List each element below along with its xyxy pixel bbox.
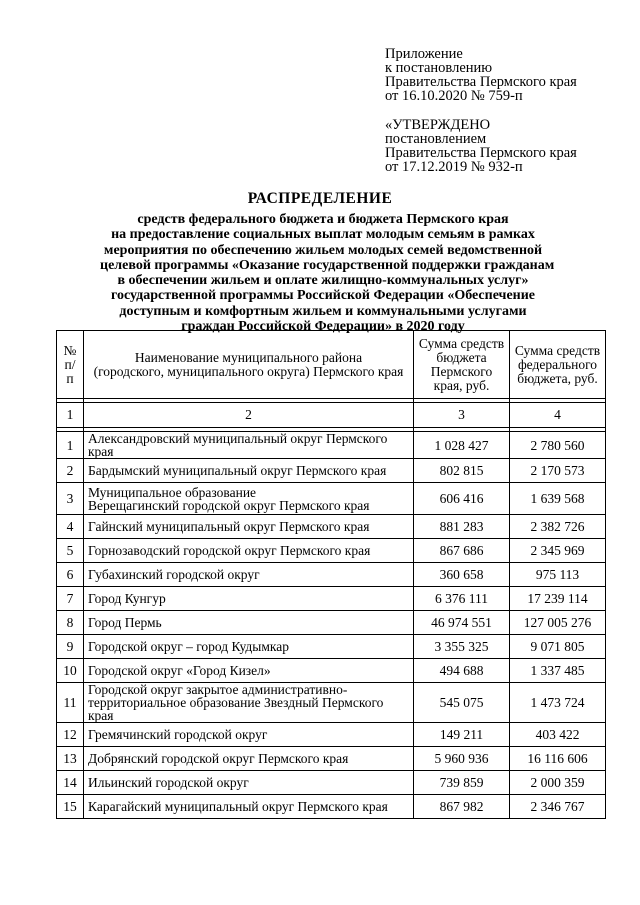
column-number: 3 (414, 403, 510, 428)
table-row (57, 635, 606, 659)
header-number (57, 331, 84, 399)
row-number: 8 (57, 611, 84, 635)
subtitle-line: целевой программы «Оказание государственной поддержки гражданам (100, 257, 555, 273)
federal-budget-amount: 403 422 (510, 723, 606, 747)
municipality-name (84, 515, 414, 539)
municipality-name-line: Карагайский муниципальный округ Пермского края (88, 799, 388, 814)
municipality-name-line: Добрянский городской округ Пермского края (88, 751, 349, 766)
approval-note (385, 118, 577, 174)
municipality-name (84, 659, 414, 683)
municipality-name-line: Бардымский муниципальный округ Пермского края (88, 463, 387, 478)
regional-budget-amount: 606 416 (414, 483, 510, 515)
header-line: № (63, 342, 77, 358)
regional-budget-amount: 360 658 (414, 563, 510, 587)
row-number: 3 (57, 483, 84, 515)
row-number: 4 (57, 515, 84, 539)
federal-budget-amount: 9 071 805 (510, 635, 606, 659)
regional-budget-amount: 1 028 427 (414, 432, 510, 459)
approval-line: «УТВЕРЖДЕНО (385, 117, 491, 133)
appendix-line: Приложение (385, 46, 463, 62)
municipality-name (84, 432, 414, 459)
regional-budget-amount: 494 688 (414, 659, 510, 683)
document-subtitle (100, 212, 555, 335)
municipality-name-line: Город Кунгур (88, 591, 166, 606)
municipality-name-line: Горнозаводский городской округ Пермского края (88, 543, 371, 558)
document-title: РАСПРЕДЕЛЕНИЕ (247, 190, 393, 207)
regional-budget-amount: 545 075 (414, 683, 510, 723)
appendix-line: Правительства Пермского края (385, 74, 577, 90)
regional-budget-amount: 6 376 111 (414, 587, 510, 611)
regional-budget-amount: 149 211 (414, 723, 510, 747)
table-row (57, 683, 606, 723)
header-federal-budget (510, 331, 606, 399)
municipality-name-line: Город Пермь (88, 615, 162, 630)
table-row (57, 539, 606, 563)
municipality-name-line: Гремячинский городской округ (88, 727, 268, 742)
federal-budget-amount: 2 000 359 (510, 771, 606, 795)
distribution-table (56, 330, 606, 819)
regional-budget-amount: 881 283 (414, 515, 510, 539)
federal-budget-amount: 1 473 724 (510, 683, 606, 723)
municipality-name-line: Верещагинский городской округ Пермского края (88, 497, 370, 513)
column-number: 1 (57, 403, 84, 428)
row-number: 7 (57, 587, 84, 611)
municipality-name (84, 683, 414, 723)
regional-budget-amount: 867 982 (414, 795, 510, 819)
subtitle-line: на предоставление социальных выплат молодым семьям в рамках (111, 227, 535, 243)
federal-budget-amount: 2 170 573 (510, 459, 606, 483)
federal-budget-amount: 16 116 606 (510, 747, 606, 771)
municipality-name-line: Ильинский городской округ (88, 775, 249, 790)
municipality-name (84, 635, 414, 659)
table-row (57, 587, 606, 611)
row-number: 12 (57, 723, 84, 747)
header-line: федерального (517, 356, 598, 372)
appendix-line: к постановлению (385, 60, 493, 76)
municipality-name (84, 459, 414, 483)
municipality-name (84, 747, 414, 771)
table-row (57, 723, 606, 747)
table-row (57, 483, 606, 515)
municipality-name-line: Городской округ «Город Кизел» (88, 663, 271, 678)
subtitle-line: доступным и комфортным жильем и коммунальными услугами (119, 303, 527, 319)
header-line: Наименование муниципального района (134, 349, 363, 365)
regional-budget-amount: 3 355 325 (414, 635, 510, 659)
regional-budget-amount: 802 815 (414, 459, 510, 483)
municipality-name-line: территориальное образование Звездный Пермского края (88, 695, 384, 723)
row-number: 9 (57, 635, 84, 659)
federal-budget-amount: 1 337 485 (510, 659, 606, 683)
row-number: 1 (57, 432, 84, 459)
municipality-name-line: Городской округ закрытое административно- (88, 682, 348, 697)
table-row (57, 459, 606, 483)
subtitle-line: граждан Российской Федерации» в 2020 году (181, 319, 465, 335)
federal-budget-amount: 127 005 276 (510, 611, 606, 635)
table-row (57, 563, 606, 587)
federal-budget-amount: 17 239 114 (510, 587, 606, 611)
approval-line: Правительства Пермского края (385, 145, 577, 161)
header-line: Пермского (430, 363, 493, 379)
municipality-name (84, 563, 414, 587)
subtitle-line: мероприятия по обеспечению жильем молодых семей ведомственной (103, 242, 543, 258)
header-line: Сумма средств (418, 335, 505, 351)
table-body (57, 432, 606, 819)
municipality-name-line: Губахинский городской округ (88, 567, 260, 582)
table-row (57, 659, 606, 683)
header-regional-budget (414, 331, 510, 399)
federal-budget-amount: 2 346 767 (510, 795, 606, 819)
appendix-line: от 16.10.2020 № 759-п (385, 88, 523, 104)
table-row (57, 432, 606, 459)
approval-line: от 17.12.2019 № 932-п (385, 159, 523, 175)
row-number: 5 (57, 539, 84, 563)
header-line: Сумма средств (514, 342, 601, 358)
table-row (57, 771, 606, 795)
municipality-name (84, 771, 414, 795)
header-line: бюджета (436, 349, 487, 365)
appendix-note (385, 47, 577, 103)
header-line: п/п (64, 356, 76, 386)
table-row (57, 611, 606, 635)
subtitle-line: средств федерального бюджета и бюджета Пермского края (137, 212, 509, 227)
header-line: края, руб. (433, 377, 490, 393)
municipality-name-line: Муниципальное образование (88, 484, 257, 500)
subtitle-line: в обеспечении жильем и оплате жилищно-коммунальных услуг» (117, 273, 529, 289)
approval-line: постановлением (385, 131, 487, 147)
column-number: 2 (84, 403, 414, 428)
row-number: 2 (57, 459, 84, 483)
table-row (57, 795, 606, 819)
row-number: 10 (57, 659, 84, 683)
subtitle-line: государственной программы Российской Федерации «Обеспечение (110, 288, 536, 304)
municipality-name (84, 723, 414, 747)
header-line: бюджета, руб. (517, 370, 598, 386)
table-row (57, 515, 606, 539)
federal-budget-amount: 2 382 726 (510, 515, 606, 539)
column-number: 4 (510, 403, 606, 428)
federal-budget-amount: 975 113 (510, 563, 606, 587)
row-number: 11 (57, 683, 84, 723)
column-number-row (57, 403, 606, 428)
municipality-name (84, 587, 414, 611)
table-header-row (57, 331, 606, 399)
federal-budget-amount: 2 780 560 (510, 432, 606, 459)
row-number: 15 (57, 795, 84, 819)
regional-budget-amount: 5 960 936 (414, 747, 510, 771)
municipality-name (84, 483, 414, 515)
header-line: (городского, муниципального округа) Пермского края (93, 363, 404, 379)
regional-budget-amount: 867 686 (414, 539, 510, 563)
municipality-name-line: Городской округ – город Кудымкар (88, 639, 290, 654)
header-municipality (84, 331, 414, 399)
municipality-name (84, 795, 414, 819)
regional-budget-amount: 739 859 (414, 771, 510, 795)
row-number: 13 (57, 747, 84, 771)
municipality-name (84, 539, 414, 563)
row-number: 6 (57, 563, 84, 587)
federal-budget-amount: 2 345 969 (510, 539, 606, 563)
municipality-name (84, 611, 414, 635)
table-row (57, 747, 606, 771)
federal-budget-amount: 1 639 568 (510, 483, 606, 515)
regional-budget-amount: 46 974 551 (414, 611, 510, 635)
municipality-name-line: Гайнский муниципальный округ Пермского края (88, 519, 370, 534)
municipality-name-line: Александровский муниципальный округ Пермского края (88, 431, 388, 459)
row-number: 14 (57, 771, 84, 795)
